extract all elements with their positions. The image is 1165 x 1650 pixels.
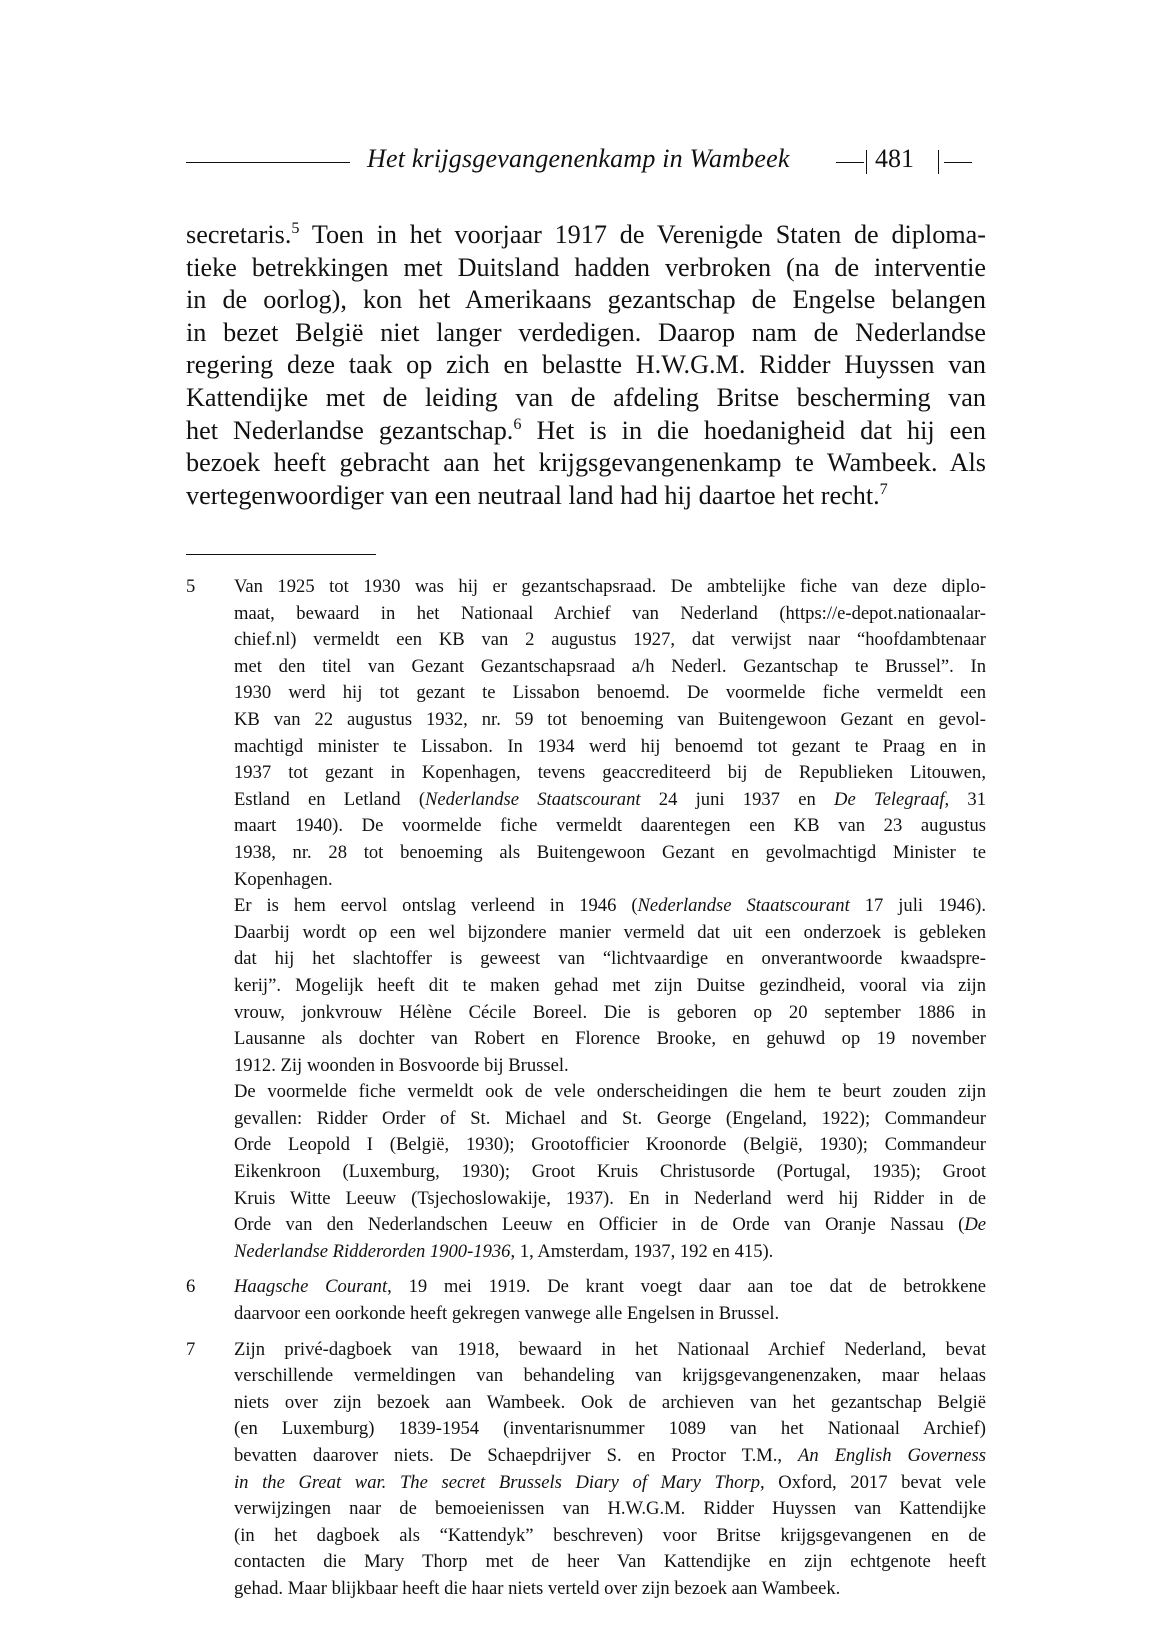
- footnote-line: [234, 1523, 986, 1550]
- footnote-line: [234, 840, 986, 867]
- footnote-text-run: Daarbij wordt op een wel bijzondere manier vermeld dat uit een onderzoek is gebleken: [234, 921, 986, 943]
- body-line: [186, 317, 986, 350]
- header-dash-left: [836, 162, 864, 163]
- footnote-text-run: Van 1925 tot 1930 was hij er gezantschapsraad. De ambtelijke fiche van deze diplo-: [234, 576, 986, 597]
- footnote-text-run: bevatten daarover niets. De Schaepdrijver S. en Proctor T.M.,: [234, 1445, 799, 1466]
- footnote-line: [234, 946, 986, 973]
- body-line: [186, 415, 986, 448]
- footnote-line: [234, 1239, 986, 1266]
- footnote-line: [234, 1390, 986, 1417]
- footnote-reference[interactable]: 5: [291, 218, 300, 237]
- header-dash-right: [944, 162, 972, 163]
- footnote-line: [234, 627, 986, 654]
- header-bar-left: [866, 150, 867, 174]
- body-text-run: vertegenwoordiger van een neutraal land had hij daartoe het recht.: [186, 480, 880, 510]
- body-line: [186, 219, 986, 252]
- footnote-7: [186, 1337, 986, 1603]
- footnote-text-run: , 1, Amsterdam, 1937, 192 en 415).: [510, 1240, 774, 1262]
- footnote-text-run: Zijn privé-dagboek van 1918, bewaard in het Nationaal Archief Nederland, bevat: [234, 1338, 986, 1360]
- footnote-text-run: 1937 tot gezant in Kopenhagen, tevens geaccrediteerd bij de Republieken Litouwen,: [234, 762, 986, 784]
- body-paragraph: [186, 219, 986, 512]
- footnote-text-run: chief.nl) vermeldt een KB van 2 augustus 1927, dat verwijst naar “hoofdambtenaar: [234, 629, 986, 651]
- footnote-text-run: (in het dagboek als “Kattendyk” beschreven) voor Britse krijgsgevangenen en de: [234, 1524, 986, 1546]
- footnote-number: 6: [186, 1276, 196, 1298]
- footnote-text-run: KB van 22 augustus 1932, nr. 59 tot benoeming van Buitengewoon Gezant en gevol-: [234, 708, 986, 730]
- footnote-text-run: verschillende vermeldingen van behandeling van krijgsgevangenenzaken, maar helaas: [234, 1365, 986, 1387]
- footnote-italic-title: Nederlandse Staatscourant: [637, 895, 850, 917]
- footnote-line: [234, 920, 986, 947]
- footnote-line: [234, 1470, 986, 1497]
- footnote-text-run: Lausanne als dochter van Robert en Florence Brooke, en gehuwd op 19 november: [234, 1028, 986, 1050]
- body-line: [186, 349, 986, 382]
- footnote-text-run: 17 juli 1946).: [849, 895, 986, 917]
- footnote-line: [234, 787, 986, 814]
- footnote-text-run: , 19 mei 1919. De krant voegt daar aan toe dat de betrokkene: [387, 1276, 986, 1298]
- footnote-line: [234, 1106, 986, 1133]
- footnote-reference[interactable]: 6: [513, 414, 522, 433]
- footnote-text-run: gevallen: Ridder Order of St. Michael and St. George (Engeland, 1922); Commandeur: [234, 1107, 986, 1129]
- footnote-line: [234, 1000, 986, 1027]
- footnote-line: [234, 707, 986, 734]
- footnote-line: [234, 1443, 986, 1470]
- body-line: [186, 284, 986, 317]
- footnote-text-run: , Oxford, 2017 bevat vele: [760, 1471, 987, 1493]
- running-header: [186, 141, 986, 181]
- body-text-run: secretaris.: [186, 220, 292, 249]
- footnote-text-run: Orde van den Nederlandschen Leeuw en Officier in de Orde van Oranje Nassau (: [234, 1214, 965, 1236]
- footnote-text-run: maart 1940). De voormelde fiche vermeldt daarentegen een KB van 23 augustus: [234, 815, 986, 837]
- footnote-italic-title: An English Governess: [798, 1445, 986, 1466]
- footnote-text-run: Estland en Letland (: [234, 788, 426, 810]
- footnote-line: [234, 760, 986, 787]
- body-line: [186, 382, 986, 415]
- footnote-line: [234, 1416, 986, 1443]
- footnote-text-run: niets over zijn bezoek aan Wambeek. Ook de archieven van het gezantschap België: [234, 1391, 986, 1413]
- footnote-text-run: Er is hem eervol ontslag verleend in 1946 (: [234, 895, 638, 917]
- footnote-line: [234, 1496, 986, 1523]
- header-rule-left: [186, 162, 350, 163]
- footnote-text-run: dat hij het slachtoffer is geweest van “lichtvaardige en onverantwoorde kwaadspre-: [234, 948, 986, 970]
- body-text-run: Toen in het voorjaar 1917 de Verenigde Staten de diploma-: [299, 220, 986, 249]
- footnote-text-run: Kopenhagen.: [234, 868, 333, 890]
- footnote-italic-title: De: [964, 1214, 986, 1236]
- body-text-run: Het is in die hoedanigheid dat hij een: [521, 415, 987, 445]
- footnote-line: [234, 734, 986, 761]
- footnote-line: [234, 1549, 986, 1576]
- footnote-text-run: , 31: [944, 788, 987, 810]
- footnote-line: [234, 601, 986, 628]
- footnote-italic-title: in the Great war. The secret Brussels Diary of Mary Thorp: [234, 1471, 761, 1493]
- footnote-text-run: 24 juni 1937 en: [640, 788, 835, 810]
- footnote-line: [234, 1363, 986, 1390]
- body-text-run: Kattendijke met de leiding van de afdeling Britse bescherming van: [186, 382, 986, 412]
- running-title: Het krijgsgevangenenkamp in Wambeek: [367, 144, 790, 173]
- body-text-run: het Nederlandse gezantschap.: [186, 415, 514, 445]
- footnote-line: [234, 1301, 986, 1328]
- footnote-rule: [186, 554, 376, 555]
- page-number: 481: [875, 144, 914, 173]
- footnote-text-run: Kruis Witte Leeuw (Tsjechoslowakije, 1937). En in Nederland werd hij Ridder in de: [234, 1187, 986, 1209]
- footnote-text-run: verwijzingen naar de bemoeienissen van H.W.G.M. Ridder Huyssen van Kattendijke: [234, 1498, 986, 1520]
- footnote-line: [234, 1159, 986, 1186]
- header-bar-right: [938, 150, 939, 174]
- footnote-line: [234, 654, 986, 681]
- footnote-line: [234, 1186, 986, 1213]
- footnote-line: [234, 1079, 986, 1106]
- footnote-line: [234, 1576, 986, 1603]
- footnote-text-run: (en Luxemburg) 1839-1954 (inventarisnummer 1089 van het Nationaal Archief): [234, 1418, 986, 1440]
- footnote-6: [186, 1274, 986, 1327]
- footnote-line: [234, 813, 986, 840]
- footnote-text-run: maat, bewaard in het Nationaal Archief van Nederland (https://e-depot.nationaalar-: [234, 602, 986, 624]
- footnote-text-run: 1930 werd hij tot gezant te Lissabon benoemd. De voormelde fiche vermeldt een: [234, 682, 986, 704]
- footnote-reference[interactable]: 7: [879, 479, 888, 498]
- footnote-text-run: 1912. Zij woonden in Bosvoorde bij Brussel.: [234, 1054, 569, 1076]
- footnote-text-run: kerij”. Mogelijk heeft dit te maken gehad met zijn Duitse gezindheid, vooral via zijn: [234, 974, 986, 996]
- body-line: [186, 252, 986, 285]
- footnote-line: [234, 1274, 986, 1301]
- footnote-number: 5: [186, 576, 196, 597]
- footnote-text-run: vrouw, jonkvrouw Hélène Cécile Boreel. Die is geboren op 20 september 1886 in: [234, 1001, 986, 1023]
- body-text-run: in de oorlog), kon het Amerikaans gezantschap de Engelse belangen: [186, 285, 986, 315]
- footnote-line: [234, 893, 986, 920]
- footnotes: [186, 574, 986, 1612]
- footnote-text-run: contacten die Mary Thorp met de heer Van Kattendijke en zijn echtgenote heeft: [234, 1551, 986, 1573]
- body-text-run: regering deze taak op zich en belastte H.W.G.M. Ridder Huyssen van: [186, 350, 986, 380]
- footnote-text-run: gehad. Maar blijkbaar heeft die haar niets verteld over zijn bezoek aan Wambeek.: [234, 1577, 841, 1599]
- body-text-run: in bezet België niet langer verdedigen. Daarop nam de Nederlandse: [186, 317, 986, 347]
- footnote-text-run: De voormelde fiche vermeldt ook de vele onderscheidingen die hem te beurt zouden zijn: [234, 1081, 986, 1103]
- footnote-line: [234, 973, 986, 1000]
- footnote-text-run: met den titel van Gezant Gezantschapsraad a/h Nederl. Gezantschap te Brussel”. In: [234, 655, 986, 677]
- footnote-text-run: machtigd minister te Lissabon. In 1934 werd hij benoemd tot gezant te Praag en in: [234, 735, 986, 757]
- footnote-text-run: 1938, nr. 28 tot benoeming als Buitengewoon Gezant en gevolmachtigd Minister te: [234, 841, 986, 863]
- footnote-line: [234, 1337, 986, 1364]
- footnote-number: 7: [186, 1338, 196, 1360]
- body-text-run: bezoek heeft gebracht aan het krijgsgevangenenkamp te Wambeek. Als: [186, 448, 986, 478]
- footnote-line: [234, 867, 986, 894]
- footnote-5: [186, 574, 986, 1265]
- footnote-italic-title: Nederlandse Ridderorden 1900-1936: [234, 1240, 511, 1262]
- footnote-line: [234, 1132, 986, 1159]
- footnote-line: [234, 574, 986, 601]
- footnote-italic-title: Nederlandse Staatscourant: [425, 788, 641, 810]
- footnote-line: [234, 1212, 986, 1239]
- footnote-text-run: Orde Leopold I (België, 1930); Grootofficier Kroonorde (België, 1930); Commandeur: [234, 1134, 986, 1156]
- footnote-text-run: daarvoor een oorkonde heeft gekregen vanwege alle Engelsen in Brussel.: [234, 1303, 780, 1325]
- footnote-italic-title: De Telegraaf: [834, 788, 945, 810]
- footnote-line: [234, 1053, 986, 1080]
- body-line: [186, 480, 986, 513]
- footnote-italic-title: Haagsche Courant: [234, 1276, 388, 1298]
- footnote-text-run: Eikenkroon (Luxemburg, 1930); Groot Kruis Christusorde (Portugal, 1935); Groot: [234, 1161, 986, 1183]
- footnote-line: [234, 680, 986, 707]
- footnote-line: [234, 1026, 986, 1053]
- body-line: [186, 447, 986, 480]
- body-text-run: tieke betrekkingen met Duitsland hadden verbroken (na de interventie: [186, 252, 986, 282]
